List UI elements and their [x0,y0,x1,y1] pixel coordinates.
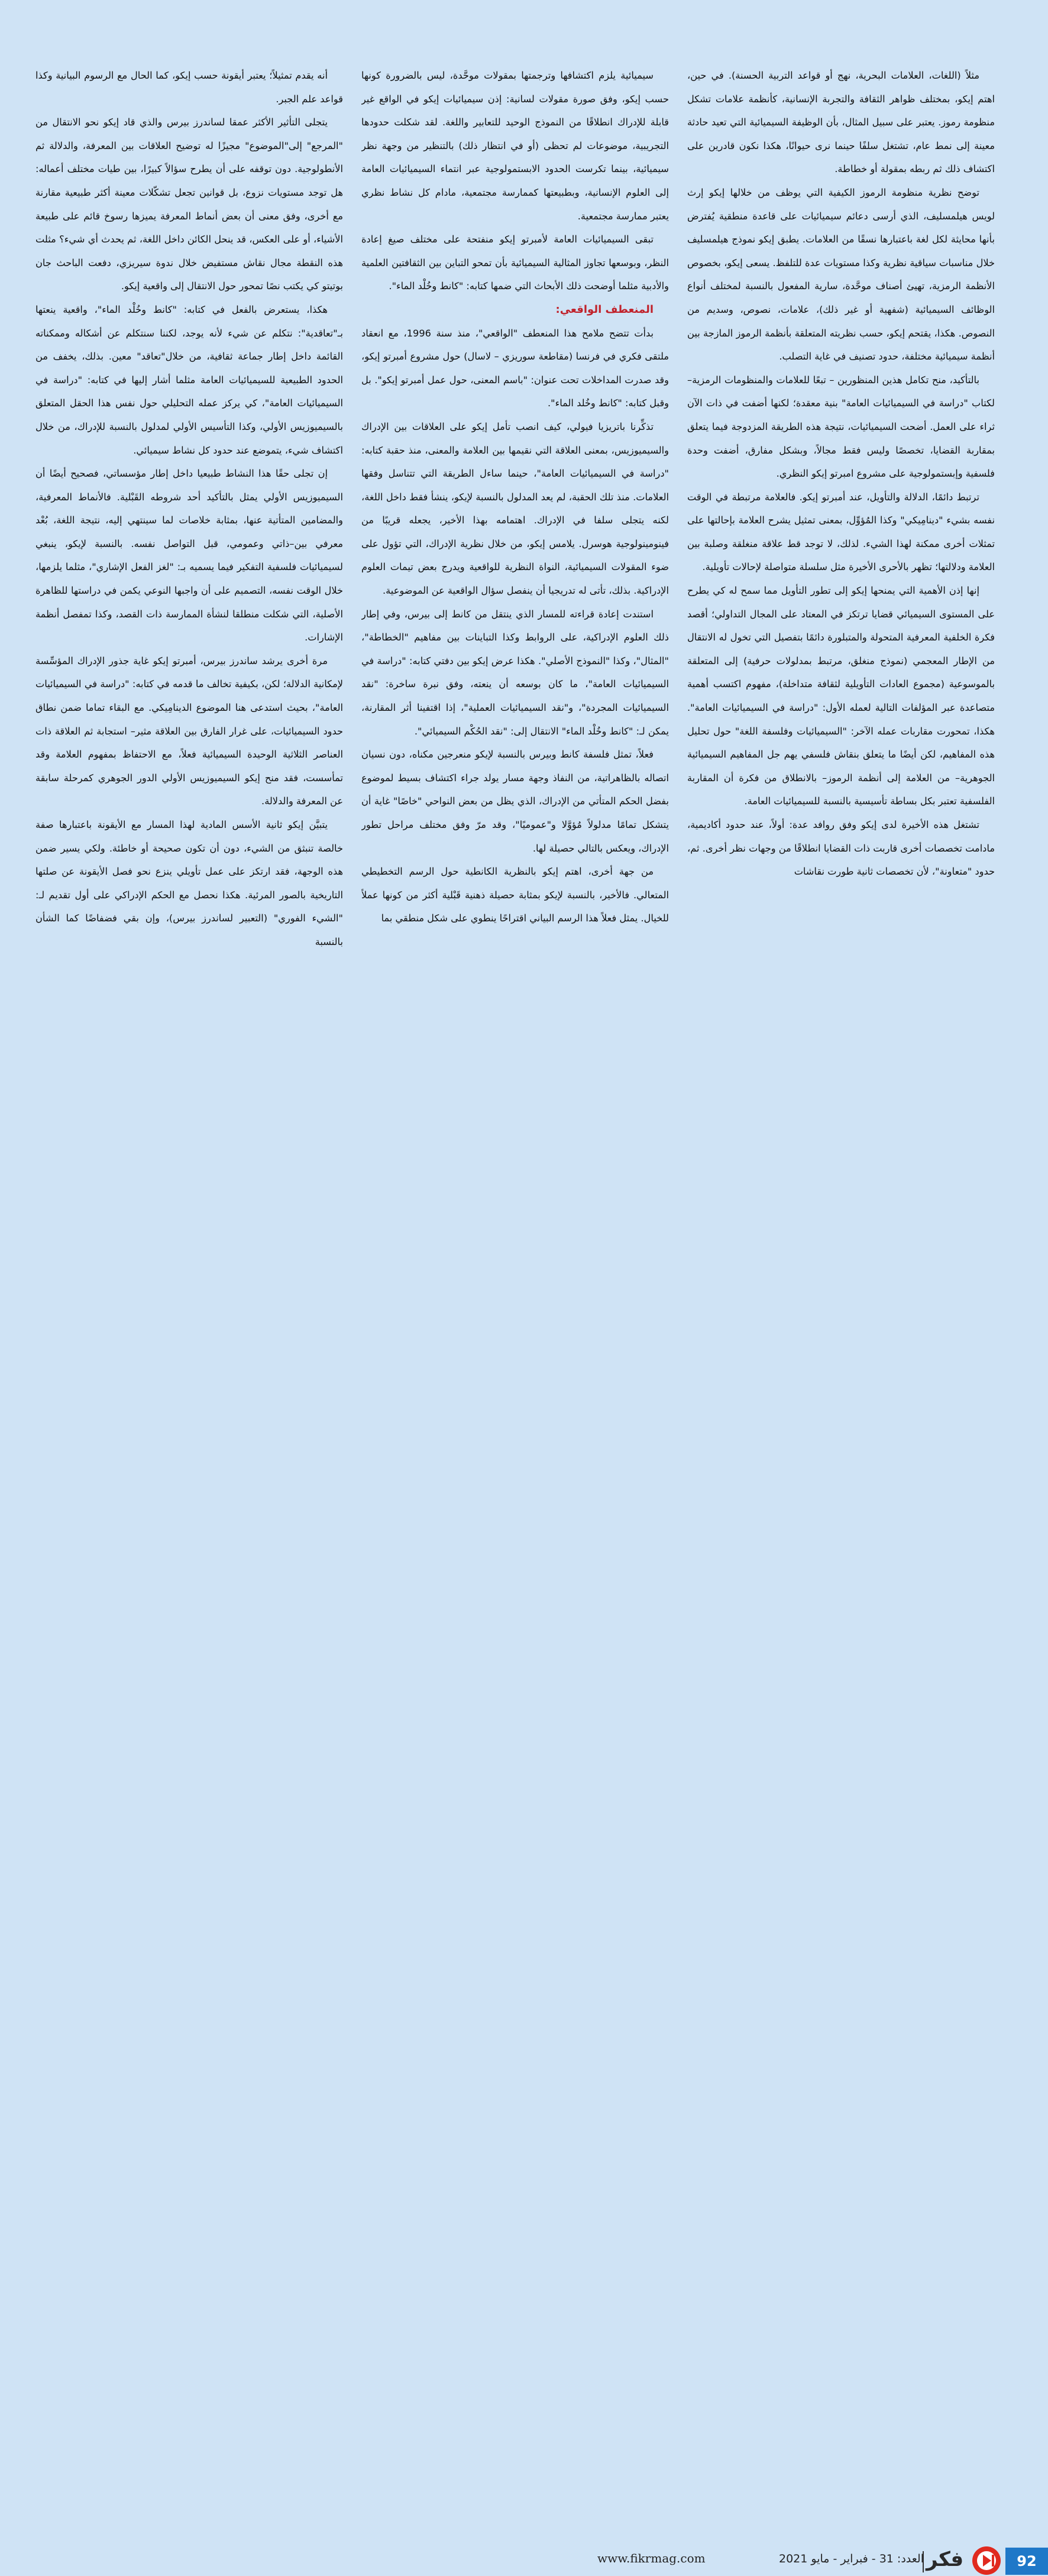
text-column-left [35,64,343,1276]
section-heading: المنعطف الواقعي: [555,303,654,316]
paragraph: فعلاً، تمثل فلسفة كانط وبيرس بالنسبة لإيكو منعرجين مكناه، دون نسيان اتصاله بالظاهراتية، من النفاذ وجهة مسار يولد جراء اكتشاف بسيط لموضوع بفضل الحكم المتأتي من الإدراك، الذي يظل من بعض النواحي "خاصًا" غاية أن يتشكل تمامًا مدلولاً مُؤوَّلا و"عموميًا"، وقد مرّ وفق مختلف مراحل تطور الإدراك، ويعكس بالتالي حصيلة لها. [361,749,669,854]
paragraph: هكذا، يستعرض بالفعل في كتابه: "كانط وخُلْد الماء"، واقعية ينعتها بـ"تعاقدية": نتكلم عن شيء لأنه يوجد، لكننا سنتكلم عن أشكاله وممكناته القائمة داخل إطار جماعة ثقافية، من خلال"تعاقد" معين. بذلك، يخفف من الحدود الطبيعية للسيميائيات العامة مثلما أشار إليها في كتابه: "دراسة في السيميائيات العامة"، كي يركز عمله التحليلي حول نفس هذا الحقل المتعلق بالسيميوزيس الأولي، وكذا التأسيس الأولي لمدلول بالنسبة للإدراك، من خلال اكتشاف شيء، يتموضع عند حدود كل نشاط سيميائي. [35,303,343,456]
paragraph: من جهة أخرى، اهتم إيكو بالنظرية الكانطية حول الرسم التخطيطي المتعالي. فالأخير، بالنسبة لإيكو بمثابة حصيلة ذهنية قَبْلية أكثر من كونها عملاً للخيال. يمثل فعلاً هذا الرسم البياني اقتراحًا ينطوي على شكل منطقي بما [361,866,669,924]
paragraph: يتبيَّن إيكو ثانية الأسس المادية لهذا المسار مع الأيقونة باعتبارها صفة خالصة تنبثق من الشيء، دون أن تكون صحيحة أو خاطئة. ولكي يسير ضمن هذه الوجهة، فقد ارتكز على عمل تأويلي ينزع نحو فصل الأيقونة عن صلتها التاريخية بالصور المرئية. هكذا نحصل مع الحكم الإدراكي على أول تقديم لـ: "الشيء الفوري" (التعبير لساندرز بيرس)، وإن بقي فضفاضًا كما الشأن بالنسبة [35,819,343,947]
paragraph: تبقى السيميائيات العامة لأمبرتو إيكو منفتحة على مختلف صيغ إعادة النظر، وبوسعها تجاوز المثالية السيميائية بأن تمحو التباين بين الثقافتين العلمية والأدبية مثلما أوضحت ذلك الأبحاث التي ضمها كتابه: "كانط وخُلْد الماء". [361,234,669,292]
page-number: 92 [1005,2548,1048,2575]
paragraph: إن تجلى حقًا هذا النشاط طبيعيا داخل إطار مؤسساتي، فصحيح أيضًا أن السيميوزيس الأولي يمثل بالتأكيد أحد شروطه القَبْلية. فالأنماط المعرفية، والمضامين المتأتية عنها، بمثابة خلاصات لما سينتهي إليه، نتيجة اللغة، بُعْد معرفي بين–ذاتي وعمومي، قبل التواصل نفسه. بالنسبة لإيكو، ينبغي لسيميائيات فلسفية التفكير فيما يسميه بـ: "لغز الفعل الإشاري"، مثلما يلزمها، خلال الوقت نفسه، التصميم على أن واجبها النوعي يكمن في دراستها للظاهرة الأصلية، التي شكلت منطلقا لنشأة الممارسة ذات القصد، وكذا تمفصل أنظمة الإشارات. [35,468,343,643]
website-link[interactable]: www.fikrmag.com [597,2551,706,2565]
text-column-middle [361,64,669,1276]
issue-info: العدد: 31 - فبراير - مايو 2021 [779,2552,924,2565]
text-column-right [687,64,995,1276]
paragraph: سيميائية يلزم اكتشافها وترجمتها بمقولات موحَّدة، ليس بالضرورة كونها حسب إيكو، وفق صورة مقولات لسانية: إذن سيميائيات إيكو في الواقع غير قابلة للإدراك انطلاقًا من النموذج الوحيد للتعابير واللغة. لقد شكلت حدودها التجريبية، موضوعات لم تحظى (أو في انتظار ذلك) بالتنظير من وجهة نظر سيميائية، بينما تكرست الحدود الابستمولوجية عبر انتماء السيميائيات العامة إلى العلوم الإنسانية، وبطبيعتها كممارسة مجتمعية، مادام كل نشاط نظري يعتبر ممارسة مجتمعية. [361,70,669,222]
paragraph: بالتأكيد، منح تكامل هذين المنظورين – تبعًا للعلامات والمنظومات الرمزية– لكتاب "دراسة في السيميائيات العامة" بنية معقدة؛ لكنها أضفت في ذات الآن ثراء على العمل. أضحت السيميائيات، نتيجة هذه الطريقة المزدوجة فيما يتعلق بمقاربة القضايا، تخصصًا وليس فقط مجالاً، وبشكل مفارق، أضفت وحدة فلسفية وإبستمولوجية على مشروع امبرتو إيكو النظري. [687,374,995,480]
magazine-logo: فكر [926,2548,964,2571]
page-footer [0,1270,1048,2571]
paragraph: بدأت تتضح ملامح هذا المنعطف "الواقعي"، منذ سنة 1996، مع انعقاد ملتقى فكري في فرنسا (مقاطعة سوريزي – لاسال) حول مشروع أمبرتو إيكو، وقد صدرت المداخلات تحت عنوان: "باسم المعنى، حول عمل أمبرتو إيكو". بل وقبل كتابه: "كانط وخُلد الماء". [361,327,669,409]
paragraph: يتجلى التأثير الأكثر عمقا لساندرز بيرس والذي قاد إيكو نحو الانتقال من "المرجع" إلى"الموضوع" مجيزًا له توضيح العلاقات بين المعرفة، والدلالة ثم الأنطولوجية. دون توقفه على أن يطرح سؤالاً كبيرًا، بين طيات مختلف أعماله: هل توجد مستويات نزوع، بل قوانين تجعل تشكّلات معينة أكثر طبيعية مقارنة مع أخرى، وفق معنى أن بعض أنماط المعرفة يميزها رسوخ قائم على طبيعة الأشياء، أو على العكس، قد ينحل الكائن داخل اللغة، ثم يحدث أي شيء؟ مثلت هذه النقطة مجال نقاش مستفيض خلال ندوة سيريزي، دفعت الباحث جان بوتيتو كي يكتب نصًا تمحور حول الانتقال إلى واقعية إيكو. [35,116,343,292]
paragraph: إنها إذن الأهمية التي يمنحها إيكو إلى تطور التأويل مما سمح له كي يطرح على المستوى السيميائي قضايا ترتكز في المعتاد على المجال التداولي؛ أقصد فكرة الخلفية المعرفية المتحولة والمتبلورة دائمًا بتفصيل التي تخول له الانتقال من الإطار المعجمي (نموذج منغلق، مرتبط بمدلولات حرفية) إلى المتعلقة بالموسوعية (مجموع العادات التأويلية لثقافة متداخلة)، مفهوم اكتسب أهمية متصاعدة عبر المؤلفات التالية لعمله الأول: "دراسة في السيميائيات العامة". هكذا، تمحورت مقاربات عمله الآخر: "السيميائيات وفلسفة اللغة" حول تحليل هذه المفاهيم، لكن أيضًا ما يتعلق بنقاش فلسفي يهم جل المفاهيم السيميائية الجوهرية– من العلامة إلى أنظمة الرموز– بالانطلاق من فكرة أن المقاربة الفلسفية تعتبر بكل بساطة تأسيسية بالنسبة للسيميائيات العامة. [687,585,995,807]
paragraph: توضح نظرية منظومة الرموز الكيفية التي يوظف من خلالها إيكو إرث لويس هيلمسليف، الذي أرسى دعائم سيميائيات على قاعدة منطقية يُفترض بأنها محايثة لكل لغة باعتبارها نسقًا من العلامات. يطبق إيكو نموذج هيلمسليف خلال مناسبات سياقية نظرية وكذا مستويات عدة للتلفظ. يسعى إيكو، بخصوص الأنظمة الرمزية، تهيئ أصناف موحَّدة، سارية المفعول بالنسبة لمختلف أنواع الوظائف السيميائية (شفهية أو غير ذلك)، علامات، نصوص، وسديم من النصوص. هكذا، يقتحم إيكو، حسب نظريته المتعلقة بأنظمة الرموز المازجة بين أنظمة سيميائية مختلفة، حدود تصنيف في غاية التصلب. [687,186,995,363]
paragraph: استندت إعادة قراءته للمسار الذي ينتقل من كانط إلى بيرس، وفي إطار ذلك العلوم الإدراكية، على الروابط وكذا التباينات بين مفاهيم "الخطاطة"، "المثال"، وكذا "النموذج الأصلي". هكذا عرض إيكو بين دفتي كتابه: "دراسة في السيميائيات العامة"، ما كان بوسعه أن ينعته، وفق نبرة ساخرة: "نقد السيميائيات المجردة"، و"نقد السيميائيات العملية"، إذا اقتفينا أثر المقارنة، يمكن لـ: "كانط وخُلْد الماء" الانتقال إلى: "نقد الحُكْم السيميائي". [361,608,669,737]
paragraph: ترتبط دائمًا، الدلالة والتأويل، عند أمبرتو إيكو. فالعلامة مرتبطة في الوقت نفسه بشيء "دينامِيكي" وكذا المُؤوِّل، بمعنى تمثيل يشرح العلامة بإحالتها على تمثلات أخرى ممكنة لهذا الشيء. لذلك، لا توجد قط علاقة منغلقة وصلبة بين العلامة ودلالتها؛ تظهر بالأحرى الأخيرة مثل سلسلة متواصلة لإحالات تأويلية. [687,491,995,573]
paragraph: مرة أخرى يرشد ساندرز بيرس، أمبرتو إيكو غاية جذور الإدراك المؤسِّسة لإمكانية الدلالة؛ لكن، بكيفية تخالف ما قدمه في كتابه: "دراسة في السيميائيات العامة"، بحيث استدعى هنا الموضوع الدينامِيكي. مع البقاء تماما ضمن نطاق حدود السيميائيات، على غرار الفارق بين العلاقة مثير– استجابة ثم العلاقة ذات العناصر الثلاثية الوحيدة السيميائية فعلاً، مع الاحتفاظ بمفهوم العلامة وقد تمأسست، فقد منح إيكو السيميوزيس الأولي الدور الجوهري كمرحلة سابقة عن المعرفة والدلالة. [35,655,343,807]
play-icon [971,2545,1002,2576]
paragraph: أنه يقدم تمثيلاً؛ يعتبر أيقونة حسب إيكو، كما الحال مع الرسوم البيانية وكذا قواعد علم الجبر. [35,70,343,105]
paragraph: مثلاً (اللغات، العلامات البحرية، نهج أو قواعد التربية الحسنة). في حين، اهتم إيكو، بمختلف ظواهر الثقافة والتجربة الإنسانية، كأنظمة علامات تشكل منظومة رموز. يعتبر على سبيل المثال، بأن الوظيفة السيميائية التي تعيد حادثة معينة إلى نمط عام، تشتغل سلفًا حينما نرى حيوانًا، هكذا نكون قادرين على اكتشاف ذلك ثم ربطه بمقولة أو خطاطة. [687,70,995,175]
paragraph: تذكِّرنا باتريزيا فيولي، كيف انصب تأمل إيكو على العلاقات بين الإدراك والسيميوزيس، بمعنى العلاقة التي نقيمها بين العلامة والمعنى، منذ حقبة كتابه: "دراسة في السيميائيات العامة"، حينما ساءل الطريقة التي تتناسل وفقها العلامات. منذ تلك الحقبة، لم يعد المدلول بالنسبة لإيكو، ينشأ فقط داخل اللغة، لكنه يتجلى سلفا في الإدراك. اهتمامه بهذا الأخير، يجعله قريبًا من فينومينولوجية هوسرل. يلامس إيكو، من خلال نظرية الإدراك، التي تؤول على ضوء المقولات السيميائية، النواة النظرية للواقعية ويدرج بعض تيمات العلوم الإدراكية. بذلك، تأتى له تدريجيا أن ينفصل سؤال الواقعية عن الموضوعية. [361,420,669,597]
paragraph: تشتغل هذه الأخيرة لدى إيكو وفق روافد عدة: أولاً، عند حدود أكاديمية، مادامت تخصصات أخرى قاربت ذات القضايا انطلاقًا من وجهات نظر أخرى. ثم، حدود "متعاونة"، لأن تخصصات ثانية طورت نقاشات [687,819,995,878]
